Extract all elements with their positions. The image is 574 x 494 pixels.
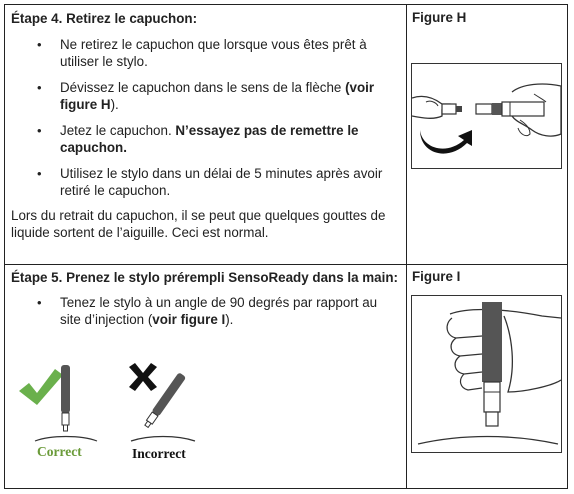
list-item (11, 122, 401, 156)
figure-h-illustration (412, 64, 561, 168)
correct-label: Correct (37, 444, 82, 459)
figure-h-frame (411, 63, 562, 169)
step4-bullet2-ref: (voir figure H (60, 80, 375, 112)
step4-bullet3-text: Jetez le capuchon. (60, 123, 176, 138)
list-item (11, 294, 401, 328)
step4-bullet2-end: ). (110, 97, 119, 112)
pen-vertical-icon (61, 365, 70, 431)
step5-bullet1-text: Tenez le stylo à un angle de 90 degrés par rapport au site d’injection ( (60, 295, 378, 327)
column-divider (406, 5, 407, 488)
step5-list (11, 294, 401, 328)
checkmark-icon (19, 369, 63, 405)
cross-icon (129, 363, 157, 391)
angle-illustration (17, 363, 207, 448)
step4-bullet3-warning: N’essayez pas de remettre le capuchon. (60, 123, 359, 155)
step5-title: Étape 5. Prenez le stylo prérempli SensoReady dans la main: (11, 270, 398, 285)
figure-i-frame (411, 295, 562, 453)
step4-bullet2-text: Dévissez le capuchon dans le sens de la flèche (60, 80, 346, 95)
row-divider (5, 264, 567, 265)
step4-title: Étape 4. Retirez le capuchon: (11, 11, 198, 26)
list-item (11, 79, 401, 113)
step5-bullet1-ref: voir figure I (152, 312, 226, 327)
step4-list (11, 36, 401, 199)
figure-i-title: Figure I (412, 269, 461, 284)
instruction-table (4, 4, 568, 489)
step5-bullet1-end: ). (225, 312, 234, 327)
step5-cell (11, 269, 401, 337)
list-item (11, 36, 401, 70)
incorrect-label: Incorrect (132, 446, 186, 461)
step4-cell (11, 10, 401, 241)
list-item (11, 165, 401, 199)
figure-h-title: Figure H (412, 10, 467, 25)
step4-bullet1: Ne retirez le capuchon que lorsque vous êtes prêt à utiliser le stylo. (60, 37, 367, 69)
figure-i-illustration (412, 296, 561, 452)
step4-note: Lors du retrait du capuchon, il se peut que quelques gouttes de liquide sortent de l’aiguille. Ceci est normal. (11, 208, 386, 240)
step4-bullet4: Utilisez le stylo dans un délai de 5 minutes après avoir retiré le capuchon. (60, 166, 383, 198)
